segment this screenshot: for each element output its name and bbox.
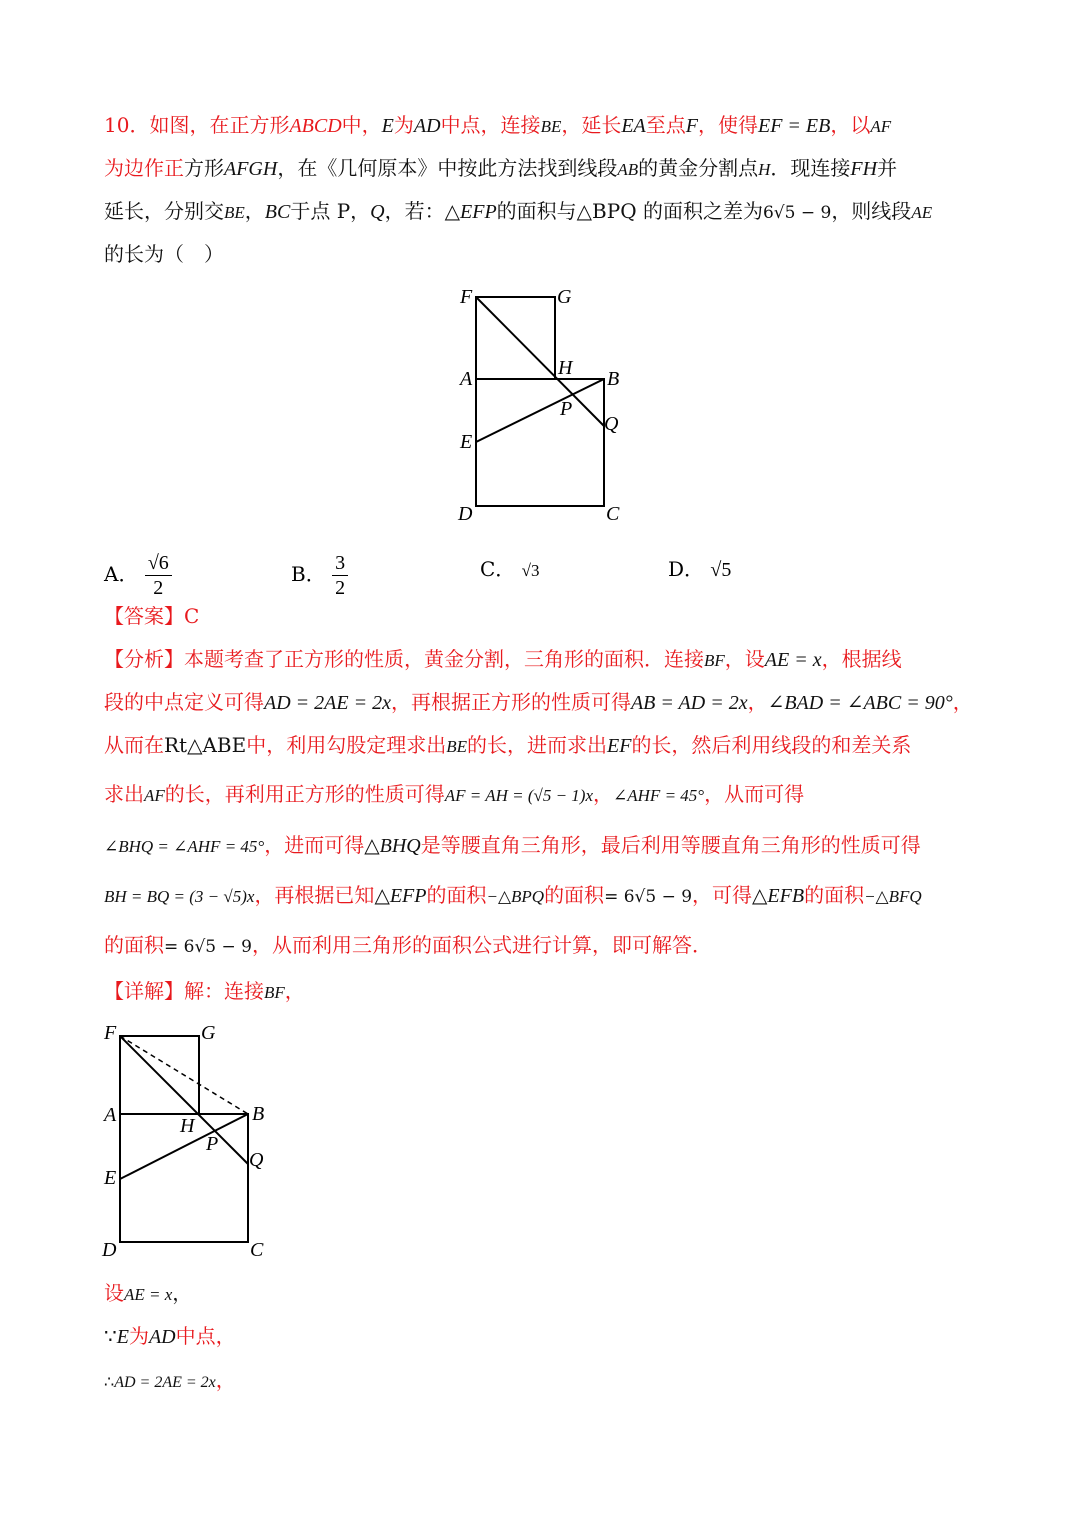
question-line-2: 为边作正方形AFGH，在《几何原本》中按此方法找到线段AB的黄金分割点H．现连接FH并 — [104, 156, 898, 180]
label-h: H — [180, 1115, 195, 1137]
option-d[interactable]: D． √5 — [668, 557, 732, 581]
label-p: P — [560, 398, 573, 420]
question-line-4: 的长为（ ） — [104, 242, 224, 266]
step-1: 设AE = x， — [104, 1281, 193, 1305]
analysis-line-1: 【分析】本题考查了正方形的性质，黄金分割，三角形的面积．连接BF，设AE = x，根据线 — [104, 647, 902, 671]
label-a: A — [104, 1104, 117, 1126]
label-g: G — [201, 1022, 216, 1044]
label-a: A — [460, 368, 473, 390]
line-fq — [476, 297, 604, 426]
analysis-line-2: 段的中点定义可得AD = 2AE = 2x，再根据正方形的性质可得AB = AD = 2x，∠BAD = ∠ABC = 90°， — [104, 690, 973, 714]
label-d: D — [102, 1239, 117, 1261]
label-q: Q — [604, 413, 619, 435]
option-a[interactable]: A． $\frac{√6}{2}$ — [104, 551, 172, 600]
analysis-line-5: ∠BHQ = ∠AHF = 45°，进而可得△BHQ是等腰直角三角形，最后利用等腰直角三角形的性质可得 — [104, 833, 921, 857]
label-e: E — [460, 431, 473, 453]
answer-line: 【答案】C — [104, 604, 200, 628]
option-a-fraction: $\frac{√6}{2}$ — [145, 551, 172, 600]
label-f: F — [104, 1022, 117, 1044]
label-c: C — [250, 1239, 264, 1261]
dashed-line-bf — [120, 1036, 248, 1114]
step-3: ∴AD = 2AE = 2x， — [104, 1368, 236, 1392]
analysis-line-7: 的面积= 6√5 − 9，从而利用三角形的面积公式进行计算，即可解答． — [104, 933, 712, 957]
label-p: P — [206, 1133, 219, 1155]
line-fq — [120, 1036, 248, 1164]
analysis-line-4: 求出AF的长，再利用正方形的性质可得AF = AH = (√5 − 1)x，∠AHF = 45°，从而可得 — [104, 782, 805, 806]
label-f: F — [460, 286, 473, 308]
option-b[interactable]: B． $\frac{3}{2}$ — [291, 551, 348, 600]
label-b: B — [252, 1103, 265, 1125]
analysis-line-3: 从而在Rt△ABE中，利用勾股定理求出BE的长，进而求出EF的长，然后利用线段的和差关系 — [104, 733, 912, 757]
question-line-1: 10．如图，在正方形ABCD中，E为AD中点，连接BE，延长EA至点F，使得EF = EB，以AF — [104, 113, 892, 137]
geometry-figure-1 — [450, 282, 640, 528]
detail-line: 【详解】解：连接BF， — [104, 979, 305, 1003]
option-c[interactable]: C． √3 — [480, 557, 540, 581]
label-b: B — [607, 368, 620, 390]
line-eb — [476, 379, 604, 442]
label-c: C — [606, 503, 620, 525]
label-h: H — [558, 357, 573, 379]
square-abcd — [476, 379, 604, 506]
label-e: E — [104, 1167, 117, 1189]
label-d: D — [458, 503, 473, 525]
analysis-line-6: BH = BQ = (3 − √5)x，再根据已知△EFP的面积−△BPQ的面积= 6√5 − 9，可得△EFB的面积−△BFQ — [104, 883, 922, 907]
geometry-figure-2 — [96, 1016, 286, 1266]
step-2: ∵E为AD中点， — [104, 1324, 236, 1348]
option-b-fraction: $\frac{3}{2}$ — [332, 551, 348, 600]
label-q: Q — [249, 1149, 264, 1171]
question-line-3: 延长，分别交BE，BC于点 P，Q，若：△EFP的面积与△BPQ 的面积之差为6√5 − 9，则线段AE — [104, 199, 933, 223]
label-g: G — [557, 286, 572, 308]
